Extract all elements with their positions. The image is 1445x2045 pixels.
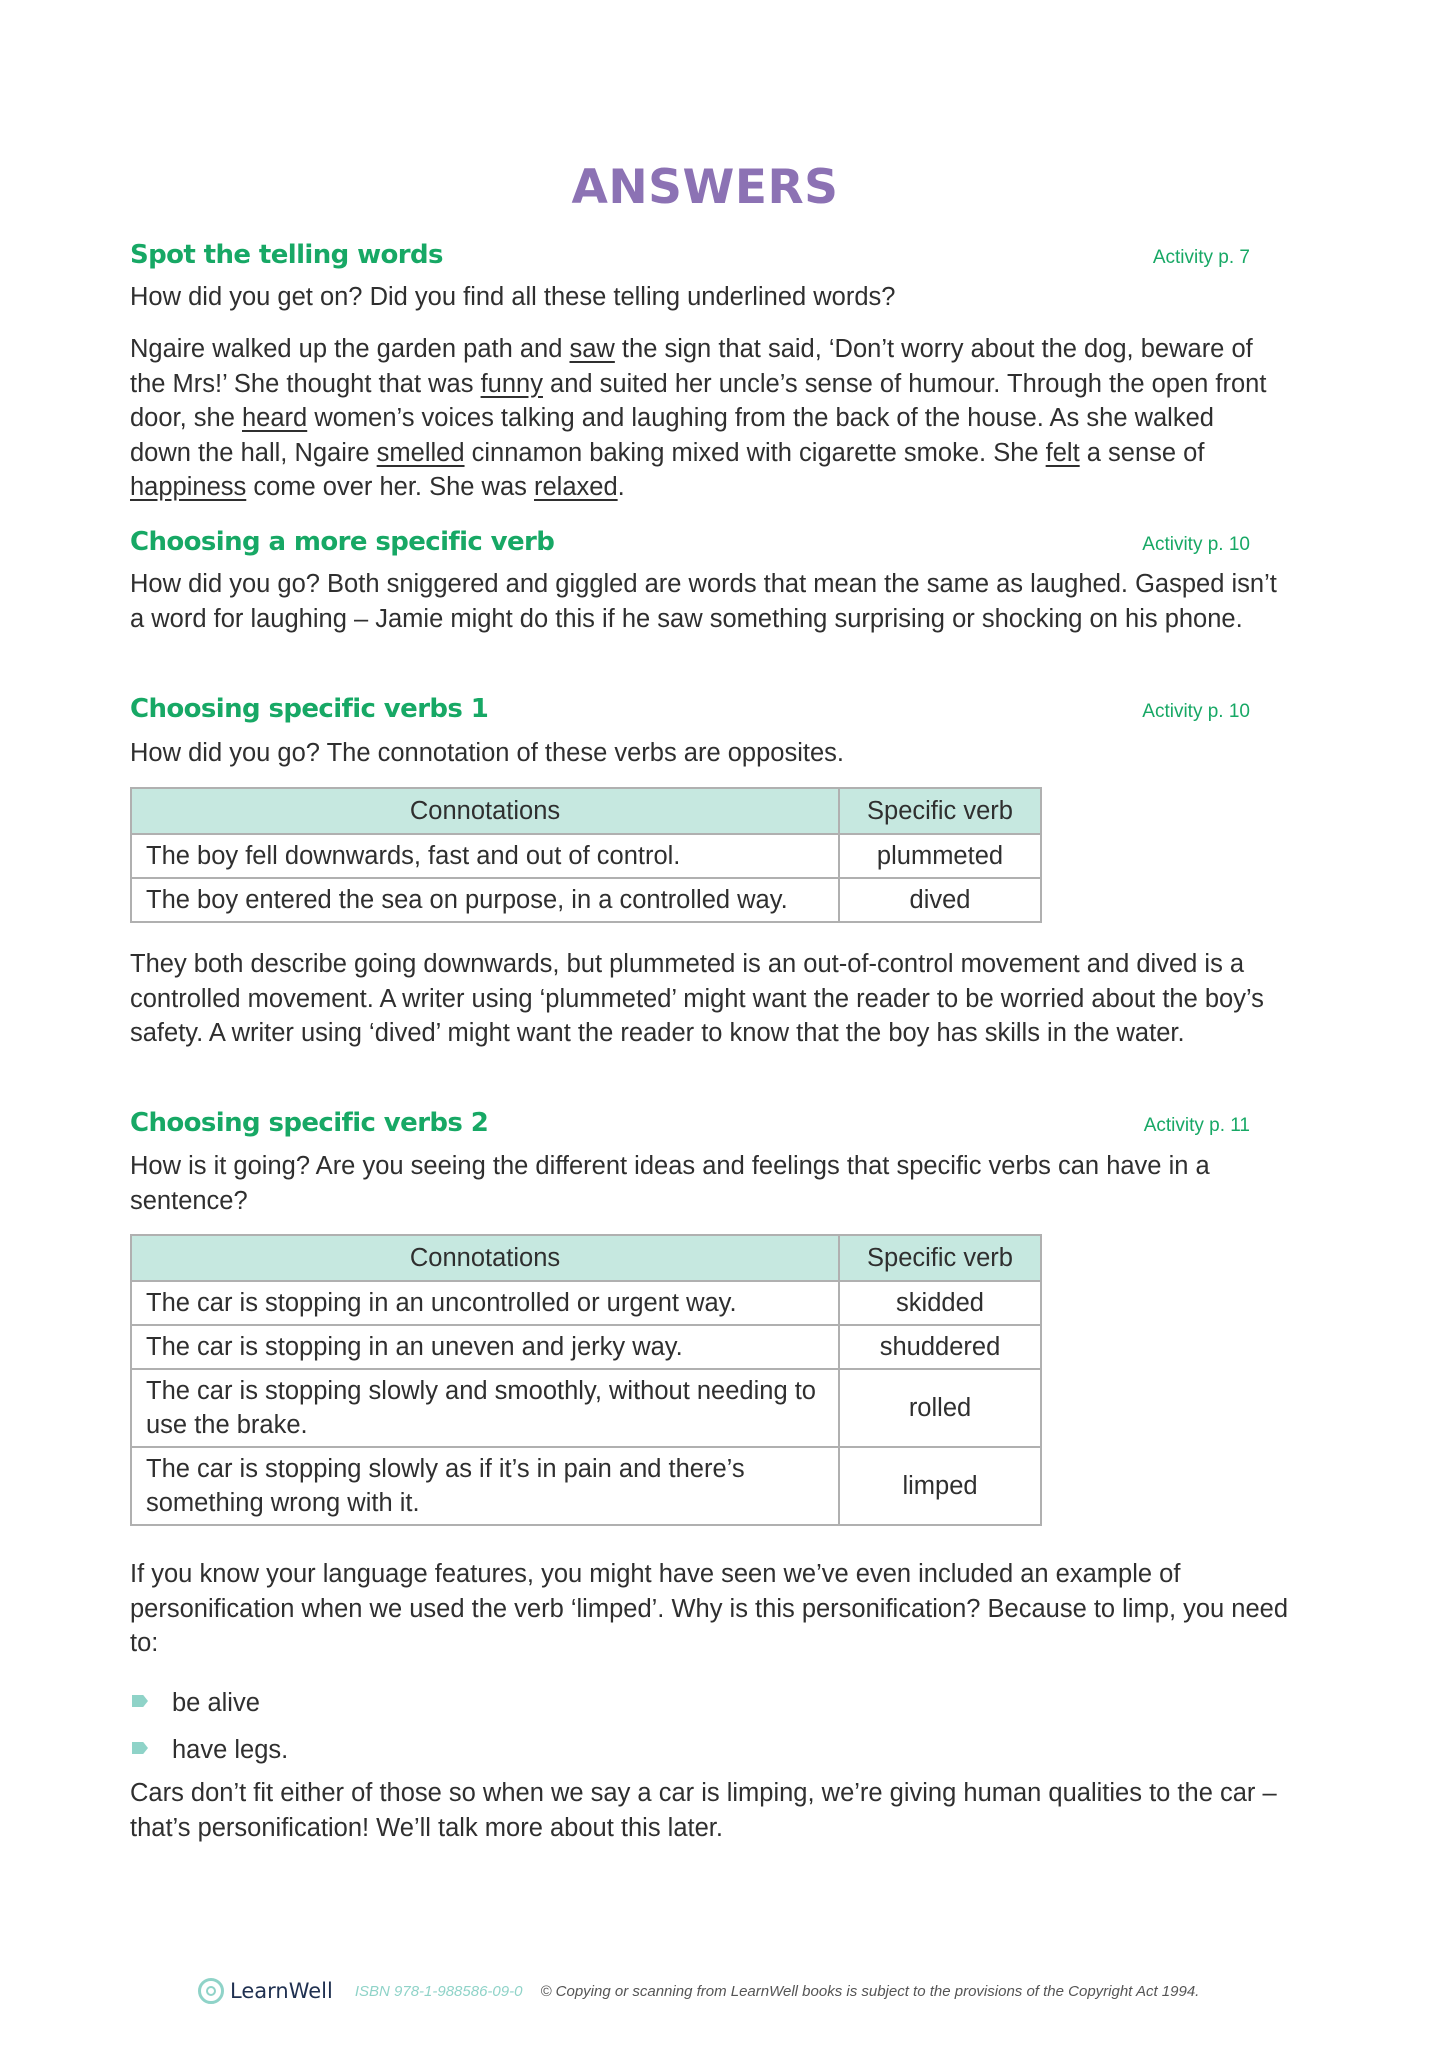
section-heading-row <box>130 1108 1260 1144</box>
list-item: be alive <box>130 1686 288 1733</box>
section-heading: Choosing specific verbs 1 <box>130 694 489 724</box>
section-heading-row <box>130 694 1260 730</box>
section-intro: How is it going? Are you seeing the different ideas and feelings that specific verbs can have in a sentence? <box>130 1152 1210 1215</box>
learnwell-logo-icon <box>198 1978 224 2004</box>
connotations-table-1 <box>130 787 1042 923</box>
telling-words-passage: Ngaire walked up the garden path and saw the sign that said, ‘Don’t worry about the dog, beware of the Mrs!’ She thought that was funny and suited her uncle’s sense of humour. Through the open front door, she heard women’s voices talking and laughing from the back of the house. As she walked down the hall, Ngaire smelled cinnamon baking mixed with cigarette smoke. She felt a sense of happiness come over her. She was relaxed. <box>130 335 1267 501</box>
telling-word: funny <box>480 369 543 398</box>
column-header: Connotations <box>131 1235 839 1281</box>
section-explanation: If you know your language features, you might have seen we’ve even included an example of personification when we used the verb ‘limped’. Why is this personification? Because to limp, you need to: <box>130 1560 1289 1657</box>
table-row <box>131 1281 1041 1325</box>
arrow-bullet-icon <box>132 1742 148 1754</box>
section-intro: How did you get on? Did you find all these telling underlined words? <box>130 283 896 311</box>
page-title: ANSWERS <box>571 160 839 215</box>
page-footer <box>198 1978 1199 2004</box>
telling-word: relaxed <box>534 473 618 501</box>
table-row <box>131 878 1041 922</box>
table-row <box>131 1447 1041 1525</box>
activity-page-ref: Activity p. 10 <box>1142 701 1250 722</box>
isbn: ISBN 978-1-988586-09-0 <box>354 1982 523 2000</box>
telling-word: felt <box>1045 438 1080 467</box>
section-heading: Choosing a more specific verb <box>130 527 555 557</box>
bullet-list <box>130 1686 288 1780</box>
section-heading: Spot the telling words <box>130 240 443 270</box>
table-row <box>131 1325 1041 1369</box>
verb-cell: shuddered <box>839 1325 1041 1369</box>
table-row <box>131 834 1041 878</box>
section-heading-row <box>130 527 1260 563</box>
activity-page-ref: Activity p. 11 <box>1143 1115 1250 1136</box>
arrow-bullet-icon <box>132 1695 148 1707</box>
section-heading-row <box>130 240 1260 276</box>
verb-cell: limped <box>839 1447 1041 1525</box>
connotation-cell: The car is stopping slowly and smoothly, without needing to use the brake. <box>131 1369 839 1447</box>
telling-word: saw <box>569 335 615 363</box>
connotations-table-2 <box>130 1234 1042 1526</box>
connotation-cell: The boy fell downwards, fast and out of control. <box>131 834 839 878</box>
section-text: How did you go? Both sniggered and giggled are words that mean the same as laughed. Gasped isn’t a word for laughing – Jamie might do this if he saw something surprising or shocking on his phone. <box>130 570 1277 633</box>
telling-word: happiness <box>130 473 247 501</box>
section-closing: Cars don’t fit either of those so when we say a car is limping, we’re giving human qualities to the car – that’s personification! We’ll talk more about this later. <box>130 1779 1277 1842</box>
column-header: Specific verb <box>839 788 1041 834</box>
connotation-cell: The car is stopping in an uneven and jerky way. <box>131 1325 839 1369</box>
verb-cell: dived <box>839 878 1041 922</box>
activity-page-ref: Activity p. 10 <box>1142 534 1250 555</box>
column-header: Specific verb <box>839 1235 1041 1281</box>
verb-cell: plummeted <box>839 834 1041 878</box>
connotation-cell: The car is stopping in an uncontrolled or urgent way. <box>131 1281 839 1325</box>
activity-page-ref: Activity p. 7 <box>1152 247 1250 268</box>
connotation-cell: The boy entered the sea on purpose, in a controlled way. <box>131 878 839 922</box>
telling-word: heard <box>242 404 308 432</box>
telling-word: smelled <box>376 438 465 467</box>
copyright-notice: © Copying or scanning from LearnWell books is subject to the provisions of the Copyright Act 1994. <box>540 1982 1200 2000</box>
connotation-cell: The car is stopping slowly as if it’s in pain and there’s something wrong with it. <box>131 1447 839 1525</box>
list-item: have legs. <box>130 1733 288 1780</box>
section-intro: How did you go? The connotation of these verbs are opposites. <box>130 739 844 767</box>
verb-cell: rolled <box>839 1369 1041 1447</box>
verb-cell: skidded <box>839 1281 1041 1325</box>
section-heading: Choosing specific verbs 2 <box>130 1108 489 1138</box>
table-row <box>131 1369 1041 1447</box>
logo-wordmark: LearnWell <box>230 1979 333 2003</box>
column-header: Connotations <box>131 788 839 834</box>
section-explanation: They both describe going downwards, but plummeted is an out-of-control movement and dived is a controlled movement. A writer using ‘plummeted’ might want the reader to be worried about the boy’s safety. A writer using ‘dived’ might want the reader to know that the boy has skills in the water. <box>130 950 1264 1047</box>
